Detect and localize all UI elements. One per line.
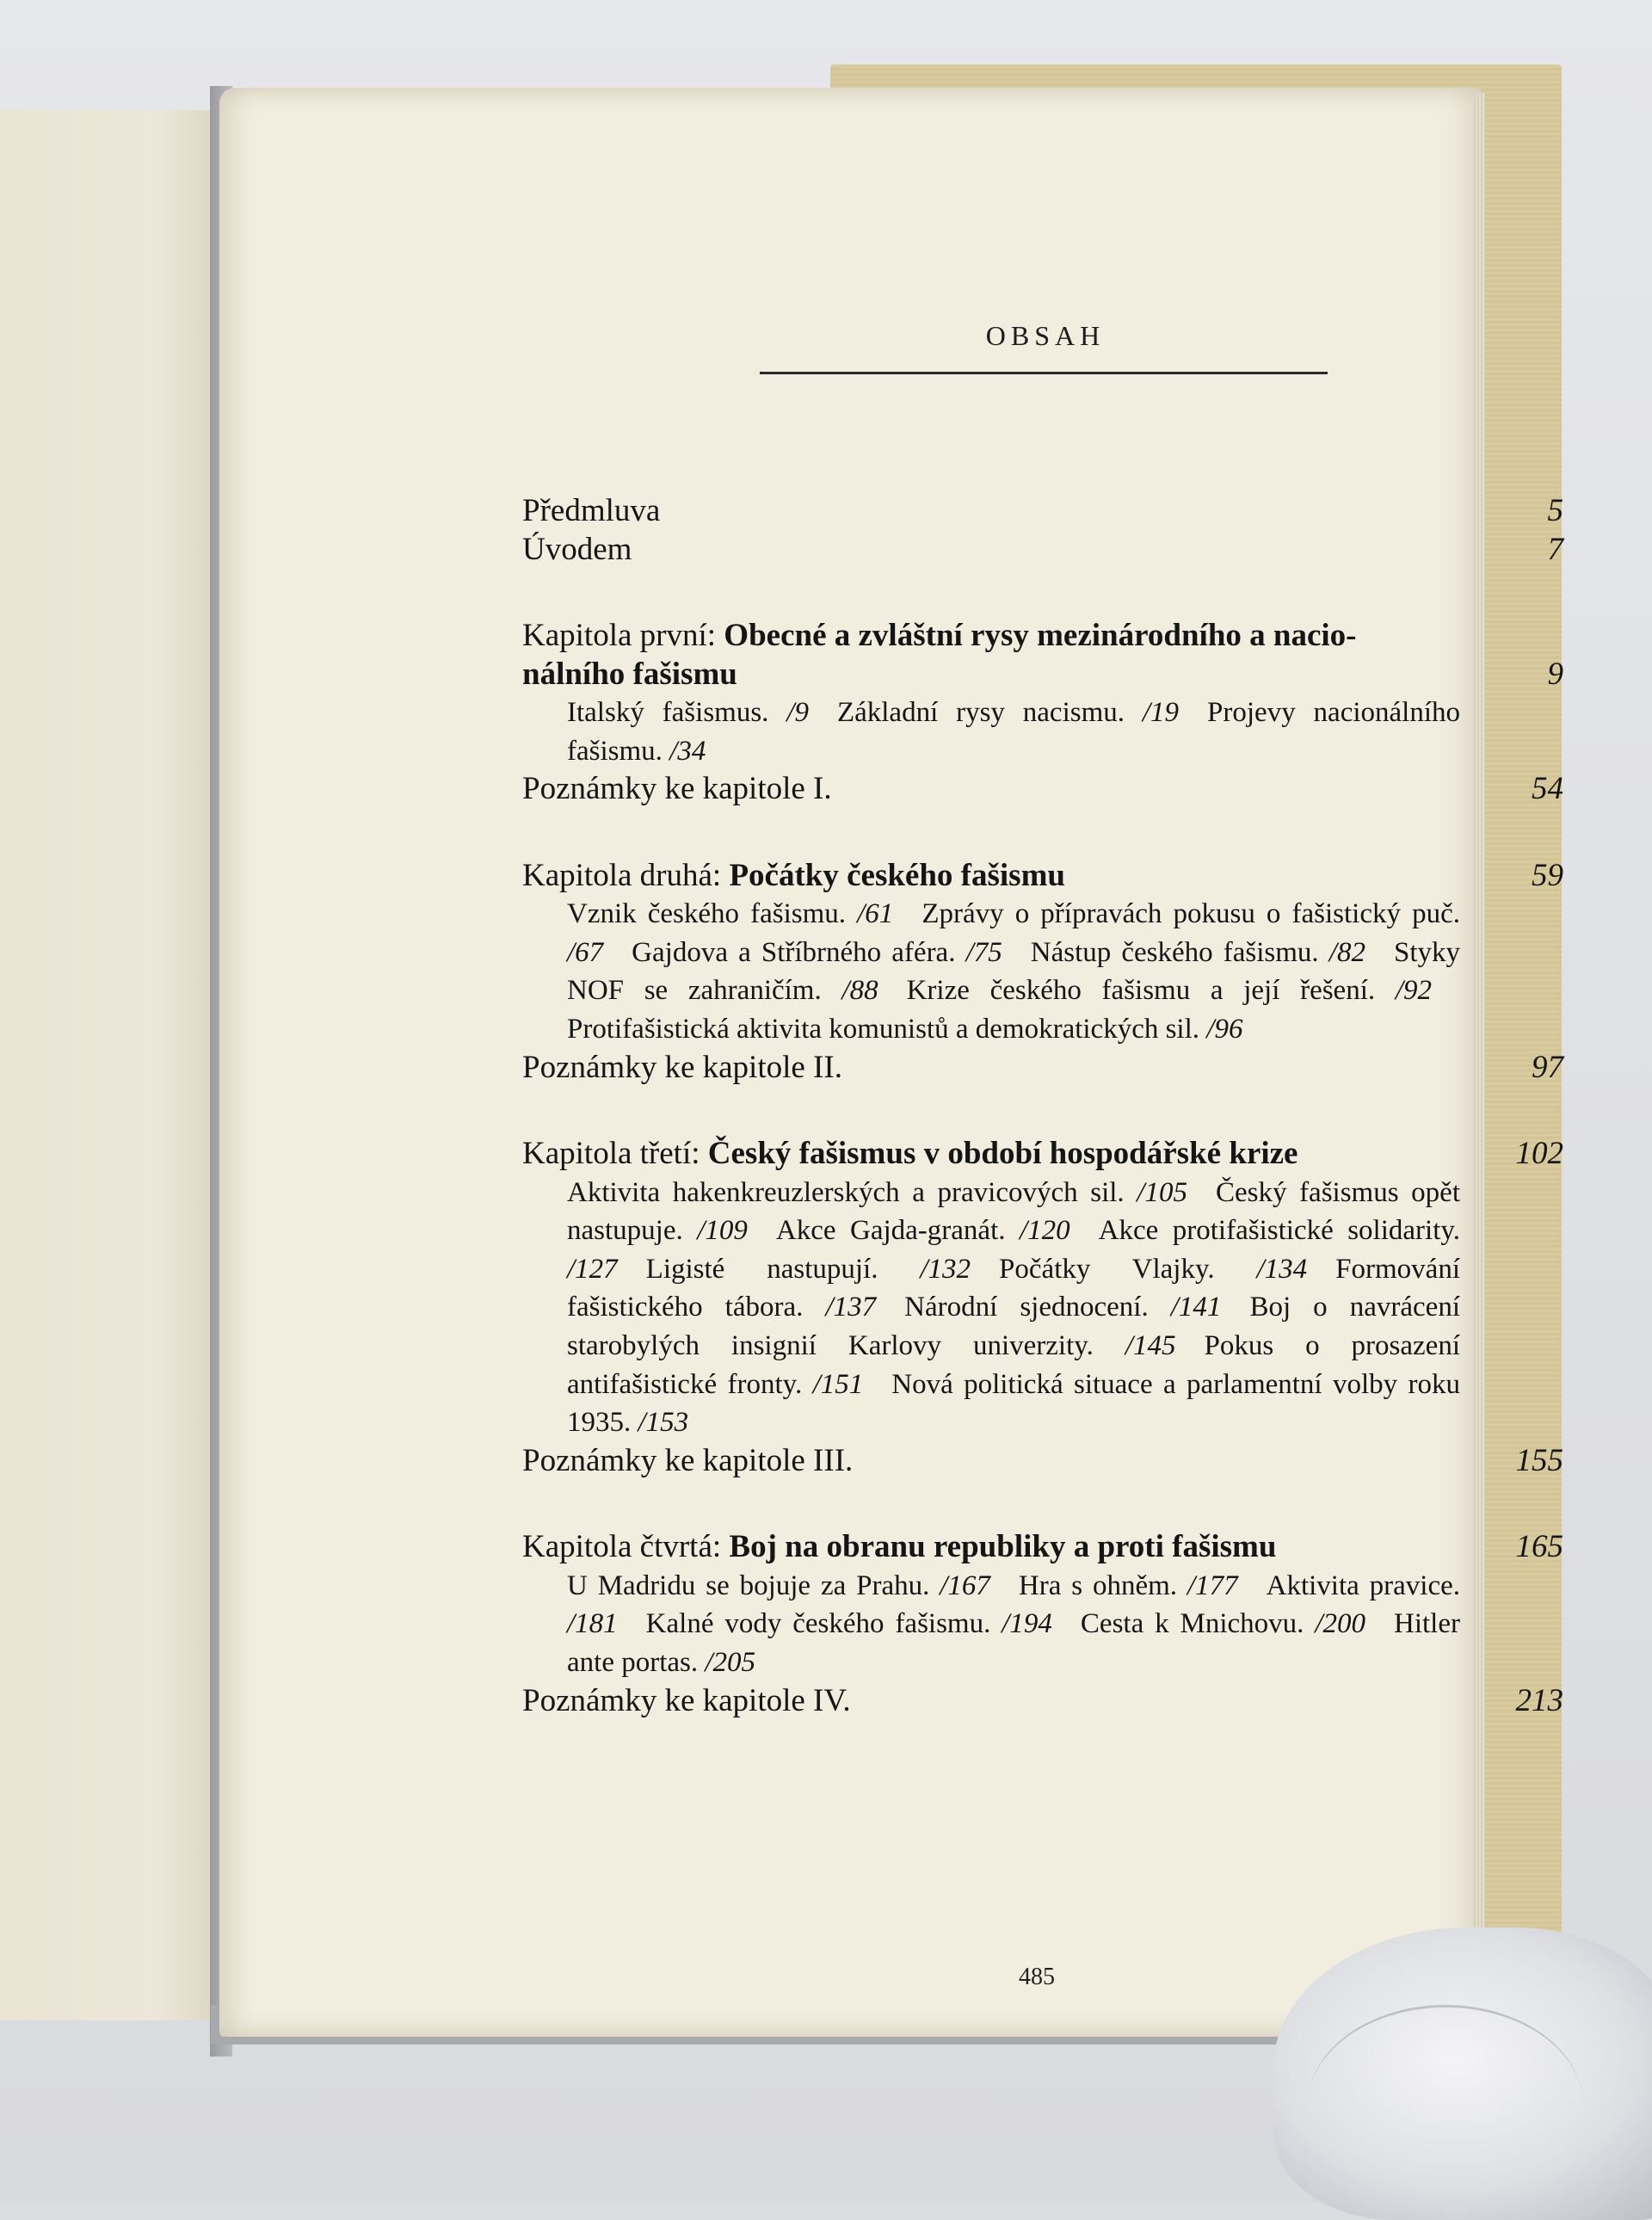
section-item <box>776 1215 1070 1246</box>
toc-notes-4 <box>522 1682 1563 1721</box>
section-title: Počátky Vlajky. <box>999 1253 1257 1285</box>
left-page <box>0 110 225 2020</box>
chapter-page: 102 <box>1515 1136 1563 1172</box>
section-item <box>1031 937 1365 968</box>
section-title: U Madridu se bojuje za Prahu. <box>567 1569 940 1601</box>
page-block-edge <box>1473 93 1485 2038</box>
section-page: /127 <box>567 1253 618 1285</box>
section-page: /105 <box>1137 1176 1187 1208</box>
section-title: Základní rysy nacismu. <box>836 697 1143 728</box>
section-title: Vznik českého fašismu. <box>567 898 858 930</box>
section-page: /181 <box>567 1608 618 1640</box>
heading-rule <box>760 372 1328 374</box>
chapter-title: Český fašismus v období hospodářské krize <box>707 1136 1298 1172</box>
book-page <box>219 88 1563 2037</box>
section-title: Nástup českého fašismu. <box>1030 936 1329 968</box>
section-title: Styky NOF se zahraničím. <box>567 936 1460 1007</box>
page-number: 485 <box>1019 1964 1055 1990</box>
section-title: Boj o navrácení starobylých insignií Karlovy univerzity. <box>567 1292 1460 1361</box>
section-page: /134 <box>1256 1253 1308 1285</box>
section-page: /96 <box>1206 1013 1243 1045</box>
toc-chapter-4 <box>522 1528 1563 1567</box>
section-item <box>646 1254 971 1285</box>
chapter-prefix: Kapitola čtvrtá: <box>522 1529 722 1565</box>
toc-chapter-3 <box>522 1135 1563 1174</box>
section-page: /61 <box>857 898 894 930</box>
section-page: /194 <box>1002 1608 1052 1640</box>
section-page: /9 <box>786 697 809 728</box>
contents-heading: OBSAH <box>985 320 1106 351</box>
table-of-contents <box>522 492 1563 1720</box>
section-item <box>837 697 1179 728</box>
section-title: Projevy nacionálního fašismu. <box>567 697 1460 767</box>
section-title: Akce Gajda-granát. <box>775 1215 1020 1247</box>
section-title: Akce protifašistické solidarity. <box>1098 1215 1460 1247</box>
notes-title: Poznámky ke kapitole I. <box>522 771 832 807</box>
chapter-title-line-2: nálního fašismu <box>522 656 737 692</box>
spacer <box>522 1087 1563 1135</box>
section-title: Cesta k Mnichovu. <box>1080 1608 1316 1640</box>
section-item <box>632 937 1002 968</box>
section-item <box>646 1608 1052 1639</box>
section-item <box>1019 1570 1238 1601</box>
spacer <box>522 1480 1563 1528</box>
section-title: Hitler ante portas. <box>567 1608 1460 1678</box>
entry-page: 7 <box>1547 531 1563 567</box>
toc-chapter-2 <box>522 857 1563 896</box>
spacer <box>522 809 1563 857</box>
notes-title: Poznámky ke kapitole III. <box>522 1442 854 1478</box>
toc-entry-predmluva <box>522 492 1563 531</box>
section-page: /19 <box>1142 697 1180 728</box>
section-title: Pokus o prosazení antifašistické fronty. <box>567 1329 1460 1400</box>
section-title: Ligisté nastupují. <box>645 1253 921 1285</box>
notes-page: 213 <box>1515 1682 1563 1718</box>
section-page: /109 <box>697 1215 748 1247</box>
entry-title: Předmluva <box>522 493 661 528</box>
chapter-title: Boj na obranu republiky a proti fašismu <box>729 1529 1277 1565</box>
section-page: /153 <box>638 1407 689 1439</box>
entry-page: 5 <box>1547 493 1563 528</box>
section-page: /82 <box>1328 936 1365 968</box>
section-page: /145 <box>1125 1329 1176 1361</box>
chapter-page: 9 <box>1547 656 1563 692</box>
section-page: /132 <box>920 1253 971 1285</box>
section-title: Italský fašismus. <box>567 697 787 728</box>
section-title: Aktivita hakenkreuzlerských a pravicových sil. <box>567 1176 1137 1208</box>
entry-title: Úvodem <box>522 531 632 567</box>
section-page: /75 <box>965 936 1002 968</box>
chapter-2-sections <box>522 895 1563 1048</box>
section-item <box>567 1177 1187 1208</box>
section-title: Aktivita pravice. <box>1266 1569 1460 1601</box>
chapter-page: 165 <box>1515 1529 1563 1565</box>
toc-entry-uvodem <box>522 531 1563 570</box>
notes-title: Poznámky ke kapitole IV. <box>522 1682 851 1718</box>
chapter-title-line-1: Obecné a zvláštní rysy mezinárodního a nacio- <box>724 618 1357 653</box>
notes-title: Poznámky ke kapitole II. <box>522 1049 842 1085</box>
chapter-4-sections <box>522 1567 1563 1682</box>
chapter-page: 59 <box>1532 857 1563 893</box>
section-page: /67 <box>567 936 604 968</box>
chapter-3-sections <box>522 1174 1563 1442</box>
section-page: /200 <box>1315 1608 1366 1640</box>
section-title: Český fašismus opět nastupuje. <box>567 1176 1460 1247</box>
section-page: /92 <box>1395 975 1432 1007</box>
section-page: /88 <box>841 975 878 1007</box>
section-item <box>907 975 1432 1006</box>
section-item <box>567 1570 990 1601</box>
section-title: Gajdova a Stříbrného aféra. <box>632 936 966 968</box>
toc-chapter-1 <box>522 617 1563 694</box>
spacer <box>522 569 1563 617</box>
chapter-title: Počátky českého fašismu <box>729 857 1065 893</box>
section-item <box>904 1292 1221 1323</box>
chapter-1-sections <box>522 694 1563 770</box>
section-title: Hra s ohněm. <box>1018 1569 1187 1601</box>
section-item <box>999 1254 1307 1285</box>
section-title: Kalné vody českého fašismu. <box>645 1608 1002 1640</box>
section-page: /151 <box>812 1368 864 1400</box>
toc-notes-1 <box>522 770 1563 809</box>
section-title: Protifašistická aktivita komunistů a demokratických sil. <box>567 1013 1207 1045</box>
toc-notes-3 <box>522 1442 1563 1481</box>
section-item <box>1081 1608 1365 1639</box>
glove-fold <box>1308 2005 1583 2205</box>
section-page: /137 <box>825 1292 877 1323</box>
notes-page: 97 <box>1532 1049 1563 1085</box>
section-page: /120 <box>1019 1215 1070 1247</box>
notes-page: 54 <box>1532 771 1563 807</box>
section-page: /34 <box>669 735 706 767</box>
notes-page: 155 <box>1515 1442 1563 1478</box>
section-item <box>567 1014 1242 1045</box>
section-page: /141 <box>1170 1292 1222 1323</box>
section-title: Krize českého fašismu a její řešení. <box>906 975 1396 1007</box>
toc-notes-2 <box>522 1049 1563 1088</box>
section-page: /177 <box>1187 1569 1238 1601</box>
section-title: Formování fašistického tábora. <box>567 1253 1460 1323</box>
section-page: /167 <box>940 1569 990 1601</box>
section-item <box>567 697 809 728</box>
section-title: Národní sjednocení. <box>904 1292 1171 1323</box>
chapter-prefix: Kapitola třetí: <box>522 1136 700 1172</box>
chapter-prefix: Kapitola druhá: <box>522 857 722 893</box>
section-item <box>567 898 893 929</box>
section-title: Nová politická situace a parlamentní volby roku 1935. <box>567 1368 1460 1439</box>
chapter-prefix: Kapitola první: <box>522 618 717 653</box>
section-title: Zprávy o přípravách pokusu o fašistický puč. <box>922 898 1460 930</box>
section-page: /205 <box>705 1646 756 1678</box>
